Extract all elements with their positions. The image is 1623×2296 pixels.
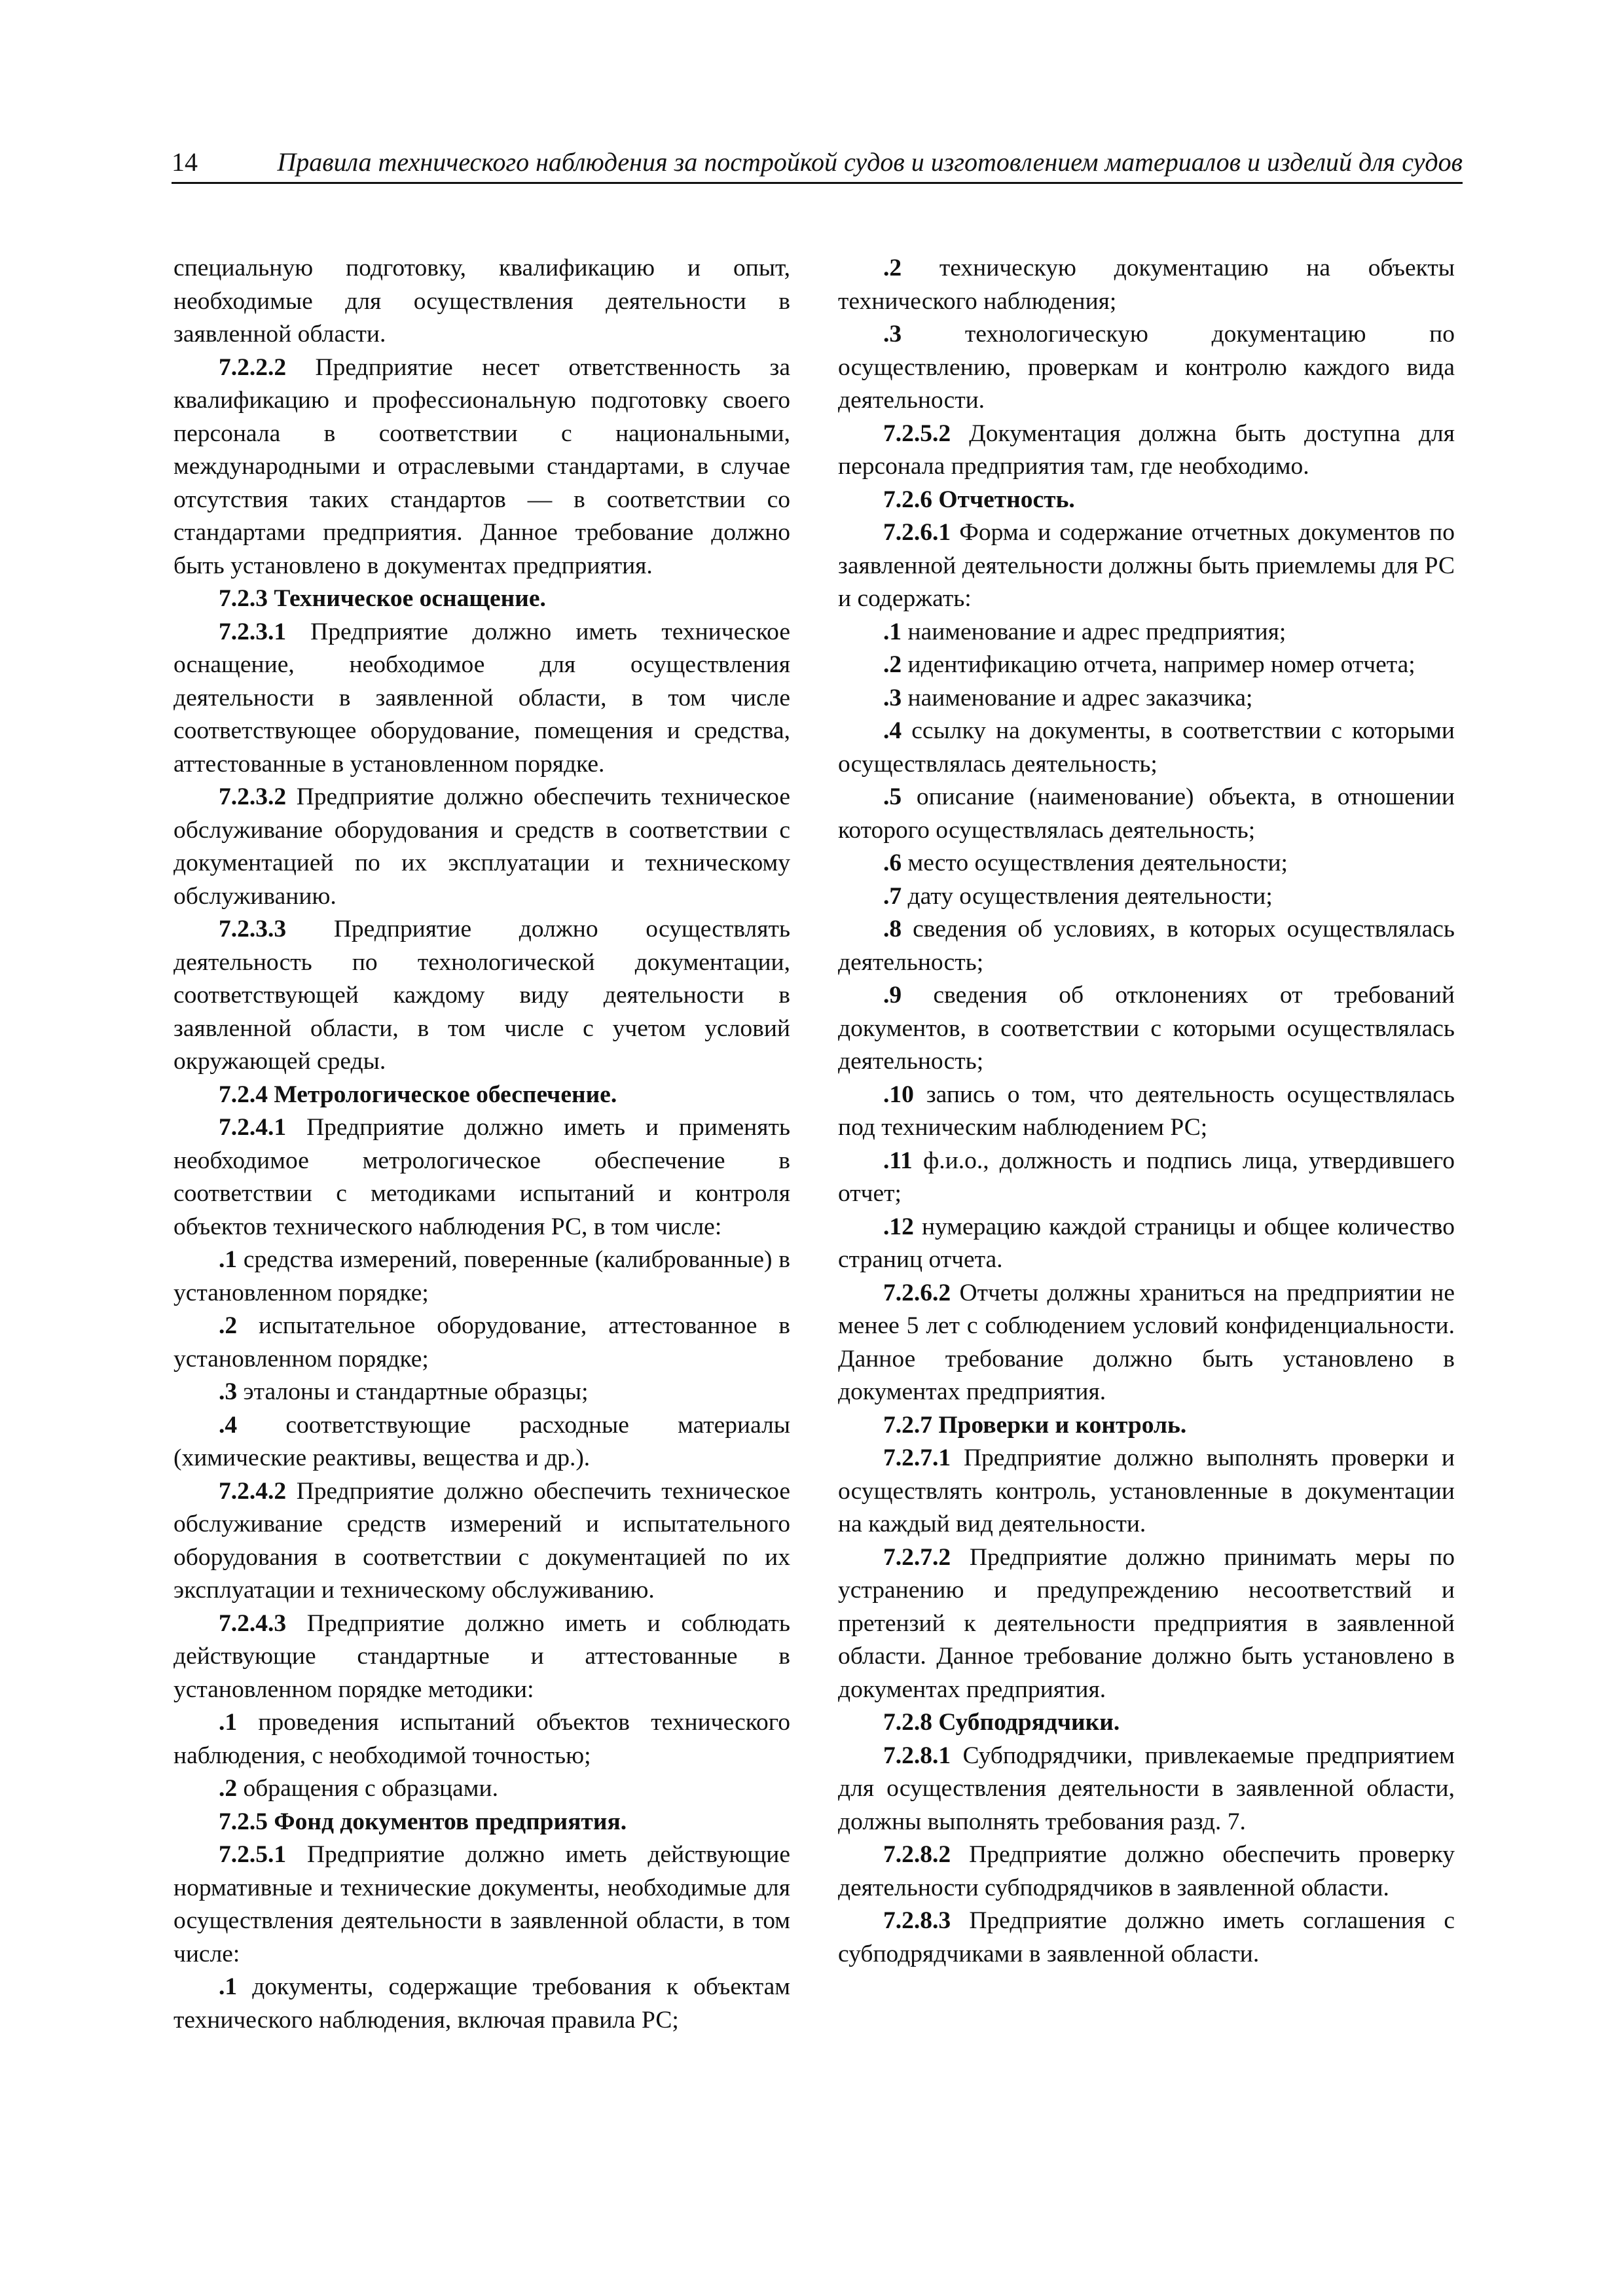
paragraph-text: Предприятие должно иметь техническое оснащение, необходимое для осуществления деятельности в заявленной области, в том числе соответствующее оборудование, помещения и средства, аттестованные в установленном порядке.: [173, 618, 790, 778]
paragraph-text: идентификацию отчета, например номер отчета;: [902, 651, 1415, 678]
paragraph: [173, 1475, 790, 1607]
paragraph: [173, 351, 790, 583]
paragraph: [838, 847, 1455, 880]
heading-text: 7.2.4 Метрологическое обеспечение.: [219, 1081, 617, 1108]
paragraph-text: обращения с образцами.: [237, 1775, 498, 1802]
paragraph-text: Предприятие должно иметь и соблюдать действующие стандартные и аттестованные в установленном порядке методики:: [173, 1609, 790, 1703]
paragraph-text: Предприятие должно иметь и применять необходимое метрологическое обеспечение в соответствии с методиками испытаний и контроля объектов технического наблюдения РС, в том числе:: [173, 1114, 790, 1240]
paragraph: [173, 1607, 790, 1707]
paragraph: [173, 1244, 790, 1310]
clause-number: .5: [883, 783, 902, 810]
paragraph: [173, 1839, 790, 1971]
paragraph: [838, 1442, 1455, 1541]
clause-number: 7.2.8.2: [883, 1841, 951, 1868]
clause-number: .1: [883, 618, 902, 645]
paragraph-text: соответствующие расходные материалы (химические реактивы, вещества и др.).: [173, 1411, 790, 1471]
paragraph: [838, 318, 1455, 418]
paragraph-text: Предприятие должно обеспечить проверку деятельности субподрядчиков в заявленной области.: [838, 1841, 1455, 1901]
clause-number: .3: [219, 1378, 238, 1405]
heading-text: 7.2.6 Отчетность.: [883, 486, 1075, 513]
clause-number: .12: [883, 1213, 914, 1240]
paragraph: [838, 781, 1455, 847]
clause-number: .1: [219, 1246, 238, 1273]
running-title: Правила технического наблюдения за постройкой судов и изготовлением материалов и изделий для судов: [277, 147, 1463, 177]
paragraph: [838, 1740, 1455, 1839]
paragraph: [838, 1211, 1455, 1277]
section-heading: [173, 1079, 790, 1112]
clause-number: 7.2.6.2: [883, 1279, 951, 1306]
paragraph: [173, 1706, 790, 1772]
paragraph: [838, 1839, 1455, 1905]
paragraph: [173, 252, 790, 351]
paragraph-text: Документация должна быть доступна для персонала предприятия там, где необходимо.: [838, 420, 1455, 480]
paragraph: [173, 1409, 790, 1475]
paragraph: [838, 418, 1455, 484]
right-column: [838, 252, 1455, 1971]
clause-number: 7.2.2.2: [219, 353, 287, 381]
paragraph-text: Предприятие должно обеспечить техническое обслуживание оборудования и средств в соответствии с документацией по их эксплуатации и техническому обслуживанию.: [173, 783, 790, 910]
paragraph: [838, 715, 1455, 781]
clause-number: .6: [883, 850, 902, 876]
clause-number: .8: [883, 916, 902, 942]
clause-number: 7.2.3.2: [219, 783, 287, 810]
paragraph: [173, 913, 790, 1079]
paragraph: [838, 516, 1455, 616]
paragraph: [838, 1541, 1455, 1707]
section-heading: [838, 484, 1455, 517]
section-heading: [838, 1706, 1455, 1740]
clause-number: .9: [883, 982, 902, 1009]
section-heading: [173, 1806, 790, 1839]
clause-number: .2: [219, 1312, 238, 1339]
paragraph-text: проведения испытаний объектов технического наблюдения, с необходимой точностью;: [173, 1709, 790, 1769]
paragraph-text: Субподрядчики, привлекаемые предприятием для осуществления деятельности в заявленной области, должны выполнять требования разд. 7.: [838, 1742, 1455, 1835]
paragraph: [838, 649, 1455, 682]
paragraph: [838, 682, 1455, 715]
paragraph-text: Предприятие должно осуществлять деятельность по технологической документации, соответствующей каждому виду деятельности в заявленной области, в том числе с учетом условий окружающей среды.: [173, 916, 790, 1075]
paragraph: [838, 1905, 1455, 1971]
paragraph-text: дату осуществления деятельности;: [902, 882, 1273, 910]
clause-number: .10: [883, 1081, 914, 1108]
clause-number: 7.2.8.3: [883, 1907, 951, 1934]
paragraph-text: сведения об условиях, в которых осуществлялась деятельность;: [838, 916, 1455, 976]
clause-number: 7.2.7.2: [883, 1543, 951, 1571]
paragraph-text: специальную подготовку, квалификацию и опыт, необходимые для осуществления деятельности в заявленной области.: [173, 255, 790, 348]
paragraph-text: нумерацию каждой страницы и общее количество страниц отчета.: [838, 1213, 1455, 1273]
paragraph: [838, 252, 1455, 318]
paragraph-text: Предприятие должно выполнять проверки и осуществлять контроль, установленные в документации на каждый вид деятельности.: [838, 1444, 1455, 1537]
paragraph-text: место осуществления деятельности;: [902, 850, 1288, 876]
left-column: [173, 252, 790, 2037]
clause-number: 7.2.4.2: [219, 1477, 287, 1505]
paragraph-text: технологическую документацию по осуществлению, проверкам и контролю каждого вида деятельности.: [838, 321, 1455, 414]
paragraph: [838, 880, 1455, 914]
paragraph-text: ссылку на документы, в соответствии с которыми осуществлялась деятельность;: [838, 717, 1455, 778]
paragraph: [173, 1111, 790, 1244]
paragraph-text: техническую документацию на объекты технического наблюдения;: [838, 255, 1455, 315]
paragraph-text: документы, содержащие требования к объектам технического наблюдения, включая правила РС;: [173, 1973, 790, 2034]
paragraph-text: средства измерений, поверенные (калиброванные) в установленном порядке;: [173, 1246, 790, 1306]
clause-number: 7.2.3.3: [219, 916, 287, 942]
clause-number: .2: [219, 1775, 238, 1802]
clause-number: .3: [883, 684, 902, 711]
clause-number: .2: [883, 651, 902, 678]
clause-number: .1: [219, 1709, 238, 1736]
paragraph: [173, 1376, 790, 1409]
paragraph: [173, 1772, 790, 1806]
clause-number: .4: [219, 1411, 238, 1439]
clause-number: .11: [883, 1147, 913, 1174]
paragraph: [173, 781, 790, 913]
paragraph-text: испытательное оборудование, аттестованное в установленном порядке;: [173, 1312, 790, 1372]
paragraph-text: Предприятие должно иметь соглашения с субподрядчиками в заявленной области.: [838, 1907, 1455, 1967]
paragraph-text: наименование и адрес предприятия;: [902, 618, 1286, 645]
page-header: [172, 145, 1463, 179]
clause-number: 7.2.6.1: [883, 519, 951, 546]
paragraph: [838, 1079, 1455, 1145]
clause-number: 7.2.5.1: [219, 1841, 287, 1868]
heading-text: 7.2.8 Субподрядчики.: [883, 1709, 1120, 1736]
clause-number: 7.2.3.1: [219, 618, 287, 645]
clause-number: .1: [219, 1973, 238, 2000]
clause-number: 7.2.4.3: [219, 1609, 287, 1637]
heading-text: 7.2.3 Техническое оснащение.: [219, 585, 546, 612]
paragraph-text: сведения об отклонениях от требований документов, в соответствии с которыми осуществлялась деятельность;: [838, 982, 1455, 1075]
paragraph-text: Предприятие должно иметь действующие нормативные и технические документы, необходимые для осуществления деятельности в заявленной области, в том числе:: [173, 1841, 790, 1967]
paragraph: [173, 616, 790, 781]
clause-number: 7.2.7.1: [883, 1444, 951, 1471]
header-rule: [172, 182, 1463, 184]
heading-text: 7.2.7 Проверки и контроль.: [883, 1411, 1187, 1439]
paragraph-text: Отчеты должны храниться на предприятии не менее 5 лет с соблюдением условий конфиденциальности. Данное требование должно быть установлено в документах предприятия.: [838, 1279, 1455, 1405]
clause-number: .3: [883, 321, 902, 348]
paragraph: [173, 1971, 790, 2037]
paragraph-text: эталоны и стандартные образцы;: [237, 1378, 589, 1405]
paragraph-text: Предприятие должно обеспечить техническое обслуживание средств измерений и испытательного оборудования в соответствии с документацией по их эксплуатации и техническому обслуживанию.: [173, 1477, 790, 1604]
paragraph: [838, 913, 1455, 979]
clause-number: 7.2.4.1: [219, 1114, 287, 1141]
paragraph-text: ф.и.о., должность и подпись лица, утвердившего отчет;: [838, 1147, 1455, 1207]
paragraph: [173, 1310, 790, 1376]
clause-number: 7.2.8.1: [883, 1742, 951, 1769]
paragraph-text: описание (наименование) объекта, в отношении которого осуществлялась деятельность;: [838, 783, 1455, 844]
paragraph: [838, 1277, 1455, 1409]
paragraph: [838, 1145, 1455, 1211]
paragraph-text: Предприятие должно принимать меры по устранению и предупреждению несоответствий и претензий к деятельности предприятия в заявленной области. Данное требование должно быть установлено в документах предприятия.: [838, 1543, 1455, 1703]
paragraph-text: наименование и адрес заказчика;: [902, 684, 1253, 711]
clause-number: .7: [883, 882, 902, 910]
heading-text: 7.2.5 Фонд документов предприятия.: [219, 1808, 627, 1835]
section-heading: [838, 1409, 1455, 1443]
section-heading: [173, 583, 790, 616]
paragraph: [838, 616, 1455, 649]
clause-number: .4: [883, 717, 902, 744]
paragraph-text: Предприятие несет ответственность за квалификацию и профессиональную подготовку своего персонала в соответствии с национальными, международными и отраслевыми стандартами, в случае отсутствия таких стандартов — в соответствии со стандартами предприятия. Данное требование должно быть установлено в документах предприятия.: [173, 353, 790, 579]
clause-number: .2: [883, 255, 902, 281]
paragraph-text: запись о том, что деятельность осуществлялась под техническим наблюдением РС;: [838, 1081, 1455, 1141]
page-number: 14: [172, 147, 198, 177]
paragraph-text: Форма и содержание отчетных документов по заявленной деятельности должны быть приемлемы для РС и содержать:: [838, 519, 1455, 612]
clause-number: 7.2.5.2: [883, 420, 951, 447]
paragraph: [838, 979, 1455, 1079]
